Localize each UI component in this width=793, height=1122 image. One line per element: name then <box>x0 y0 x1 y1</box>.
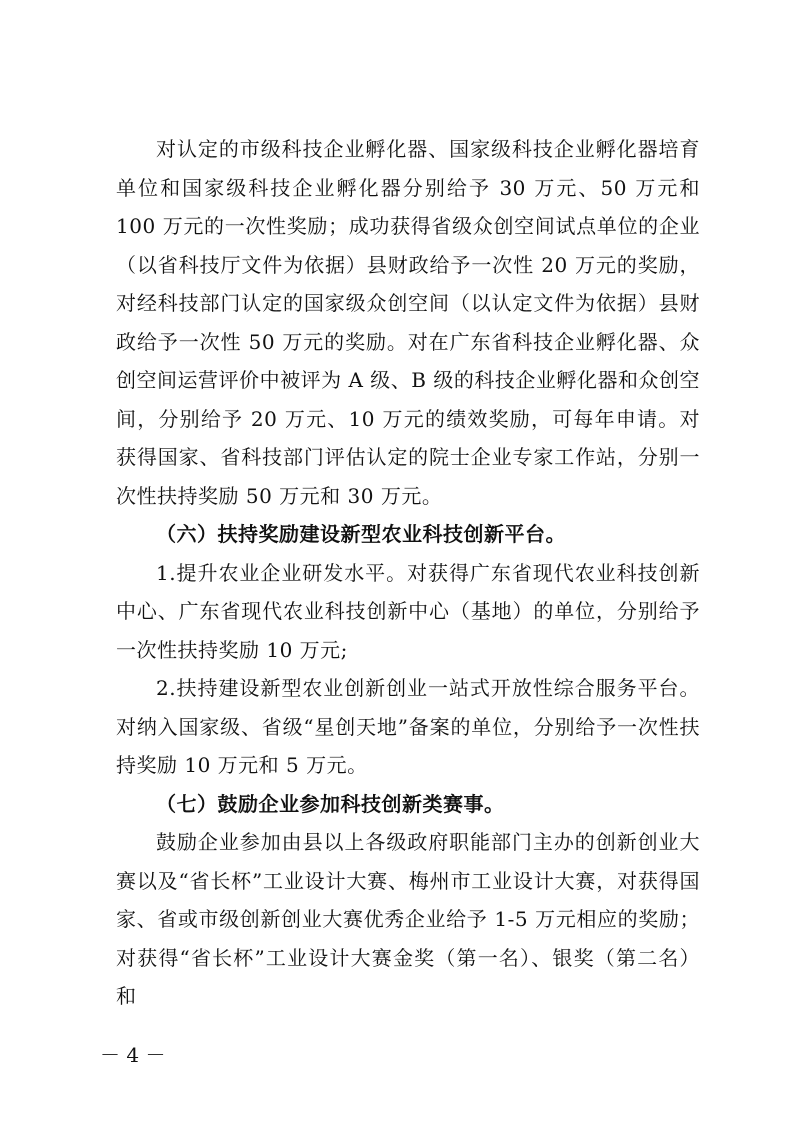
paragraph-agri-platform: 2.扶持建设新型农业创新创业一站式开放性综合服务平台。对纳入国家级、省级“星创天地”备案的单位，分别给予一次性扶持奖励 10 万元和 5 万元。 <box>116 676 700 777</box>
document-body <box>116 130 700 1016</box>
section-heading-seven: （七）鼓励企业参加科技创新类赛事。 <box>156 791 505 816</box>
paragraph-agri-rd: 1.提升农业企业研发水平。对获得广东省现代农业科技创新中心、广东省现代农业科技创新中心（基地）的单位，分别给予一次性扶持奖励 10 万元; <box>116 560 700 662</box>
section-heading-six: （六）扶持奖励建设新型农业科技创新平台。 <box>156 522 566 546</box>
paragraph-competitions: 鼓励企业参加由县以上各级政府职能部门主办的创新创业大赛以及“省长杯”工业设计大赛、梅州市工业设计大赛，对获得国家、省或市级创新创业大赛优秀企业给予 1-5 万元相应的奖励；对获得“省长杯”工业设计大赛金奖（第一名）、银奖（第二名）和 <box>116 830 700 1008</box>
page-number: － 4 － <box>100 1043 166 1067</box>
paragraph-incubator-awards: 对认定的市级科技企业孵化器、国家级科技企业孵化器培育单位和国家级科技企业孵化器分别给予 30 万元、50 万元和 100 万元的一次性奖励；成功获得省级众创空间试点单位的企业（以省科技厅文件为依据）县财政给予一次性 20 万元的奖励，对经科技部门认定的国家级众创空间（以认定文件为依据）县财政给予一次性 50 万元的奖励。对在广东省科技企业孵化器、众创空间运营评价中被评为 A 级、B 级的科技企业孵化器和众创空间，分别给予 20 万元、10 万元的绩效奖励，可每年申请。对获得国家、省科技部门评估认定的院士企业专家工作站，分别一次性扶持奖励 50 万元和 30 万元。 <box>116 137 700 508</box>
